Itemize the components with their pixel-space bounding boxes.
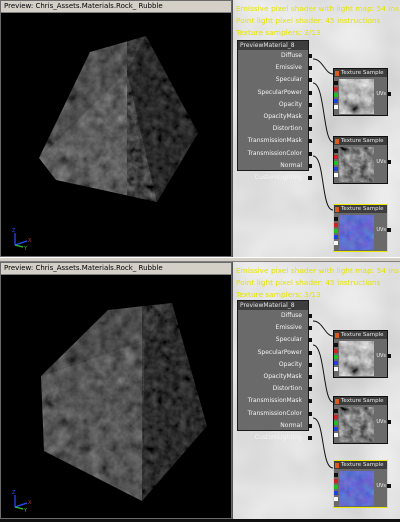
input-specular-power[interactable]: SpecularPower xyxy=(238,87,308,99)
texture-thumbnail-normal xyxy=(339,215,374,250)
svg-text:Y: Y xyxy=(24,508,28,514)
texture-thumbnail-diffuse xyxy=(339,79,374,114)
uvs-label: UVs xyxy=(376,353,386,359)
node-color-swatch xyxy=(335,399,339,404)
material-editor-panel-2 xyxy=(0,262,400,519)
input-custom-lighting[interactable]: CustomLighting xyxy=(238,172,308,184)
preview-material-node[interactable] xyxy=(237,300,309,441)
input-distortion[interactable]: Distortion xyxy=(238,123,308,135)
node-color-swatch xyxy=(335,71,339,76)
texture-node-title: Texture Sample xyxy=(341,398,384,404)
input-diffuse[interactable]: Diffuse xyxy=(238,50,308,62)
node-color-swatch xyxy=(335,333,339,338)
texture-node-title: Texture Sample xyxy=(341,138,384,144)
input-transmission-mask[interactable]: TransmissionMask xyxy=(238,395,308,407)
uvs-label: UVs xyxy=(376,227,386,233)
texture-sample-node-specular[interactable] xyxy=(333,136,388,184)
input-specular[interactable]: Specular xyxy=(238,74,308,86)
input-opacity-mask[interactable]: OpacityMask xyxy=(238,371,308,383)
input-emissive[interactable]: Emissive xyxy=(238,322,308,334)
input-normal[interactable]: Normal xyxy=(238,160,308,172)
node-color-swatch xyxy=(335,463,339,468)
preview-viewport[interactable] xyxy=(0,262,232,519)
shader-stats xyxy=(236,265,399,301)
input-emissive[interactable]: Emissive xyxy=(238,62,308,74)
input-transmission-color[interactable]: TransmissionColor xyxy=(238,408,308,420)
svg-text:X: X xyxy=(28,500,32,506)
input-distortion[interactable]: Distortion xyxy=(238,383,308,395)
material-node-title: PreviewMaterial_8 xyxy=(238,301,308,310)
texture-thumbnail-diffuse xyxy=(339,341,374,376)
input-opacity[interactable]: Opacity xyxy=(238,99,308,111)
input-normal[interactable]: Normal xyxy=(238,420,308,432)
uvs-label: UVs xyxy=(376,483,386,489)
texture-node-title: Texture Sample xyxy=(341,462,384,468)
viewport-title: Preview: Chris_Assets.Materials.Rock_ Rubble xyxy=(1,263,231,275)
texture-node-title: Texture Sample xyxy=(341,332,384,338)
uvs-label: UVs xyxy=(376,159,386,165)
svg-text:X: X xyxy=(28,238,32,244)
texture-thumbnail-normal xyxy=(339,471,374,506)
stat-emissive-shader: Emissive pixel shader with light map: 54 ins xyxy=(236,4,399,13)
rock-cube-preview[interactable] xyxy=(1,13,231,256)
input-transmission-mask[interactable]: TransmissionMask xyxy=(238,135,308,147)
node-color-swatch xyxy=(335,207,339,212)
texture-sample-node-normal[interactable] xyxy=(333,460,388,508)
svg-text:Z: Z xyxy=(12,490,16,496)
svg-text:Y: Y xyxy=(24,246,28,252)
material-editor-panel-1 xyxy=(0,0,400,257)
texture-sample-node-diffuse[interactable] xyxy=(333,330,388,378)
texture-node-title: Texture Sample xyxy=(341,206,384,212)
input-specular[interactable]: Specular xyxy=(238,334,308,346)
rock-cube-preview[interactable] xyxy=(1,275,231,518)
viewport-title: Preview: Chris_Assets.Materials.Rock_ Rubble xyxy=(1,1,231,13)
uvs-label: UVs xyxy=(376,419,386,425)
uvs-label: UVs xyxy=(376,91,386,97)
stat-emissive-shader: Emissive pixel shader with light map: 54 ins xyxy=(236,266,399,275)
texture-sample-node-specular[interactable] xyxy=(333,396,388,444)
texture-sample-node-normal[interactable] xyxy=(333,204,388,252)
svg-text:Z: Z xyxy=(12,228,16,234)
preview-viewport[interactable] xyxy=(0,0,232,257)
shader-stats xyxy=(236,3,399,39)
material-graph-editor[interactable] xyxy=(232,262,400,519)
input-opacity-mask[interactable]: OpacityMask xyxy=(238,111,308,123)
node-color-swatch xyxy=(335,139,339,144)
stat-texture-samplers: Texture samplers: 3/13 xyxy=(236,28,321,37)
stat-point-light-shader: Point light pixel shader: 45 instructions xyxy=(236,16,381,25)
input-transmission-color[interactable]: TransmissionColor xyxy=(238,148,308,160)
texture-sample-node-diffuse[interactable] xyxy=(333,68,388,116)
input-opacity[interactable]: Opacity xyxy=(238,359,308,371)
preview-material-node[interactable] xyxy=(237,40,309,181)
texture-thumbnail-specular xyxy=(339,407,374,442)
texture-node-title: Texture Sample xyxy=(341,70,384,76)
input-diffuse[interactable]: Diffuse xyxy=(238,310,308,322)
material-graph-editor[interactable] xyxy=(232,0,400,257)
stat-point-light-shader: Point light pixel shader: 45 instructions xyxy=(236,278,381,287)
input-specular-power[interactable]: SpecularPower xyxy=(238,347,308,359)
material-node-title: PreviewMaterial_8 xyxy=(238,41,308,50)
stat-texture-samplers: Texture samplers: 3/13 xyxy=(236,290,321,299)
texture-thumbnail-specular xyxy=(339,147,374,182)
input-custom-lighting[interactable]: CustomLighting xyxy=(238,432,308,444)
